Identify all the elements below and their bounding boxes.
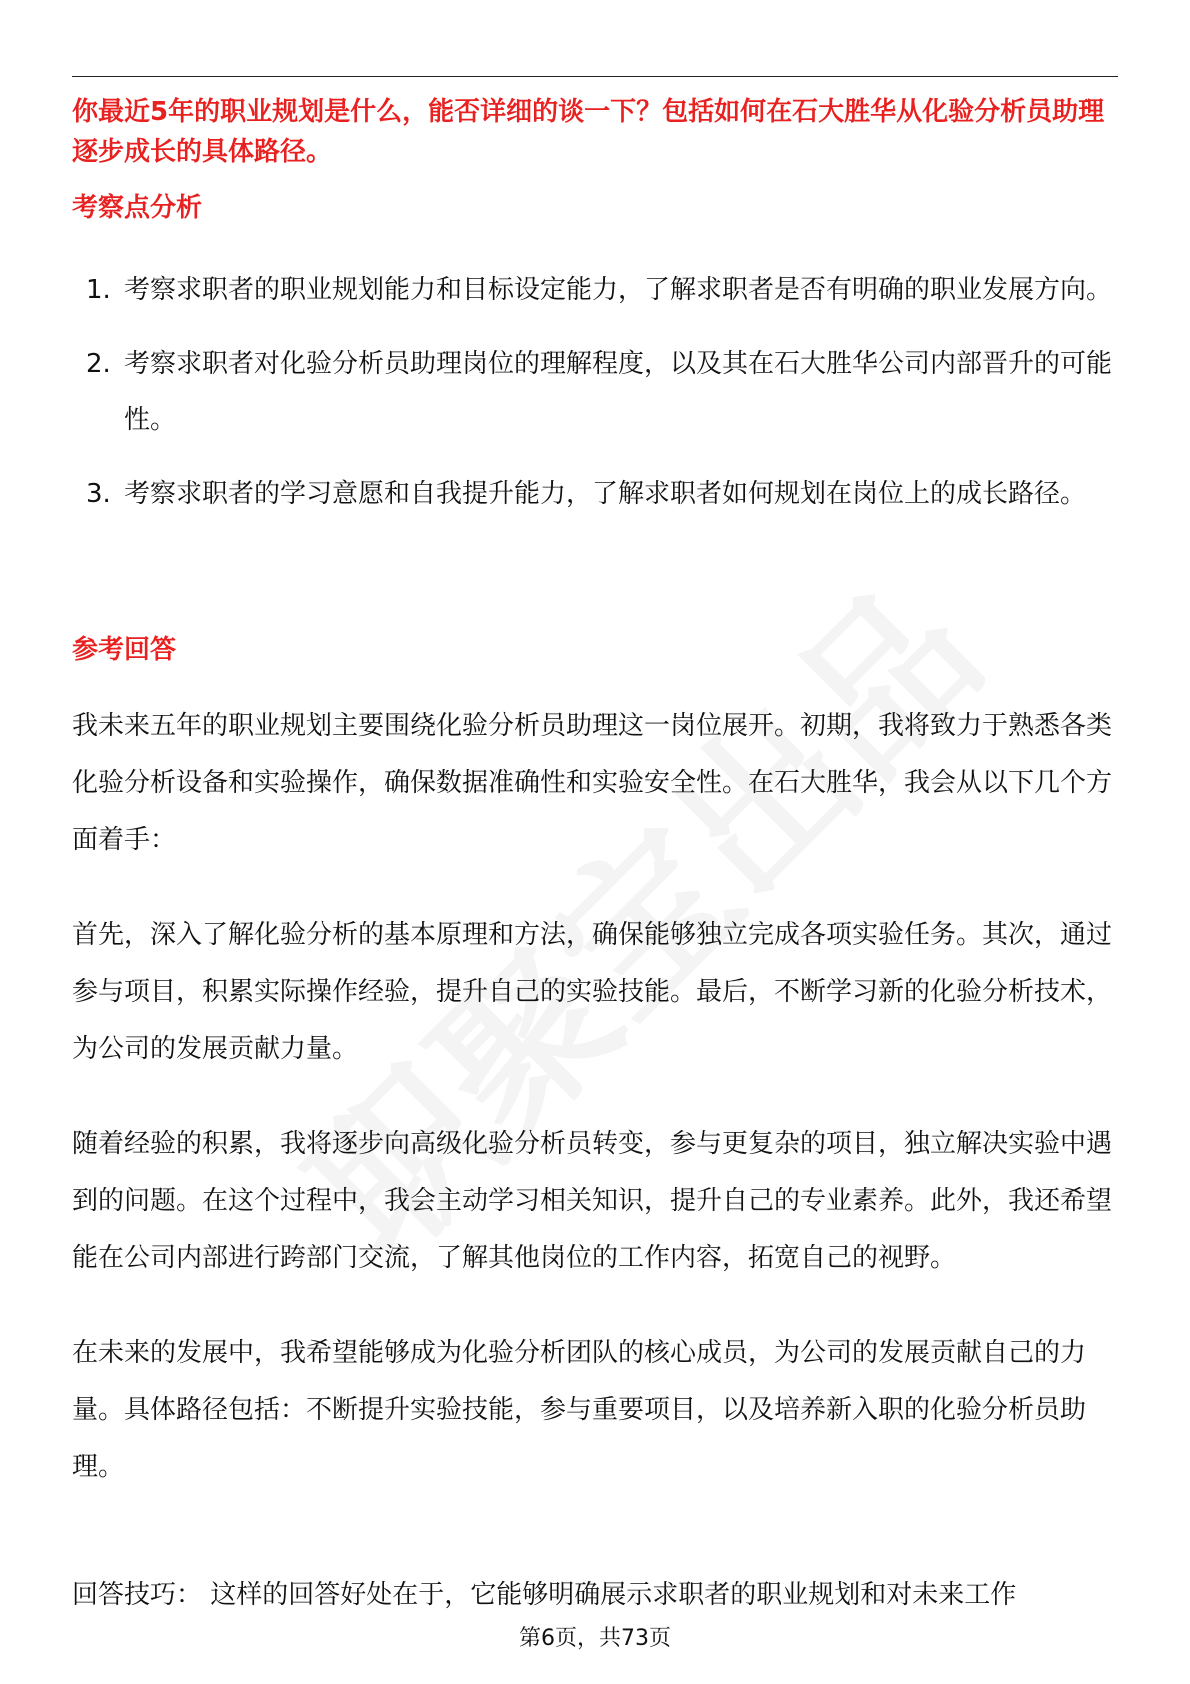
point-text: 考察求职者的学习意愿和自我提升能力，了解求职者如何规划在岗位上的成长路径。	[124, 479, 1087, 509]
point-text: 考察求职者对化验分析员助理岗位的理解程度，以及其在石大胜华公司内部晋升的可能性。	[124, 349, 1113, 435]
answer-paragraph: 首先，深入了解化验分析的基本原理和方法，确保能够独立完成各项实验任务。其次，通过参与项目，积累实际操作经验，提升自己的实验技能。最后，不断学习新的化验分析技术，为公司的发展贡献力量。	[72, 920, 1113, 1064]
question-title: 你最近5年的职业规划是什么，能否详细的谈一下？包括如何在石大胜华从化验分析员助理逐步成长的具体路径。	[72, 97, 1105, 167]
point-text: 考察求职者的职业规划能力和目标设定能力，了解求职者是否有明确的职业发展方向。	[124, 275, 1113, 305]
answer-paragraph: 在未来的发展中，我希望能够成为化验分析团队的核心成员，为公司的发展贡献自己的力量。具体路径包括：不断提升实验技能，参与重要项目，以及培养新入职的化验分析员助理。	[72, 1338, 1087, 1482]
analysis-point	[72, 336, 1118, 448]
point-number: 3.	[86, 479, 111, 509]
analysis-point	[72, 262, 1118, 318]
answer-body	[72, 698, 1118, 1534]
analysis-point	[72, 466, 1118, 522]
answer-paragraph: 我未来五年的职业规划主要围绕化验分析员助理这一岗位展开。初期，我将致力于熟悉各类化验分析设备和实验操作，确保数据准确性和实验安全性。在石大胜华，我会从以下几个方面着手：	[72, 711, 1113, 855]
header-rule	[72, 76, 1118, 77]
point-number: 2.	[86, 349, 111, 379]
point-number: 1.	[86, 275, 111, 305]
answer-tip: 回答技巧： 这样的回答好处在于，它能够明确展示求职者的职业规划和对未来工作	[72, 1580, 1017, 1610]
answer-paragraph: 随着经验的积累，我将逐步向高级化验分析员转变，参与更复杂的项目，独立解决实验中遇到的问题。在这个过程中，我会主动学习相关知识，提升自己的专业素养。此外，我还希望能在公司内部进行跨部门交流，了解其他岗位的工作内容，拓宽自己的视野。	[72, 1129, 1113, 1273]
analysis-heading: 考察点分析	[72, 193, 203, 223]
answer-heading: 参考回答	[72, 635, 177, 665]
analysis-points-list	[72, 262, 1118, 540]
page-number: 第6页，共73页	[519, 1626, 671, 1651]
